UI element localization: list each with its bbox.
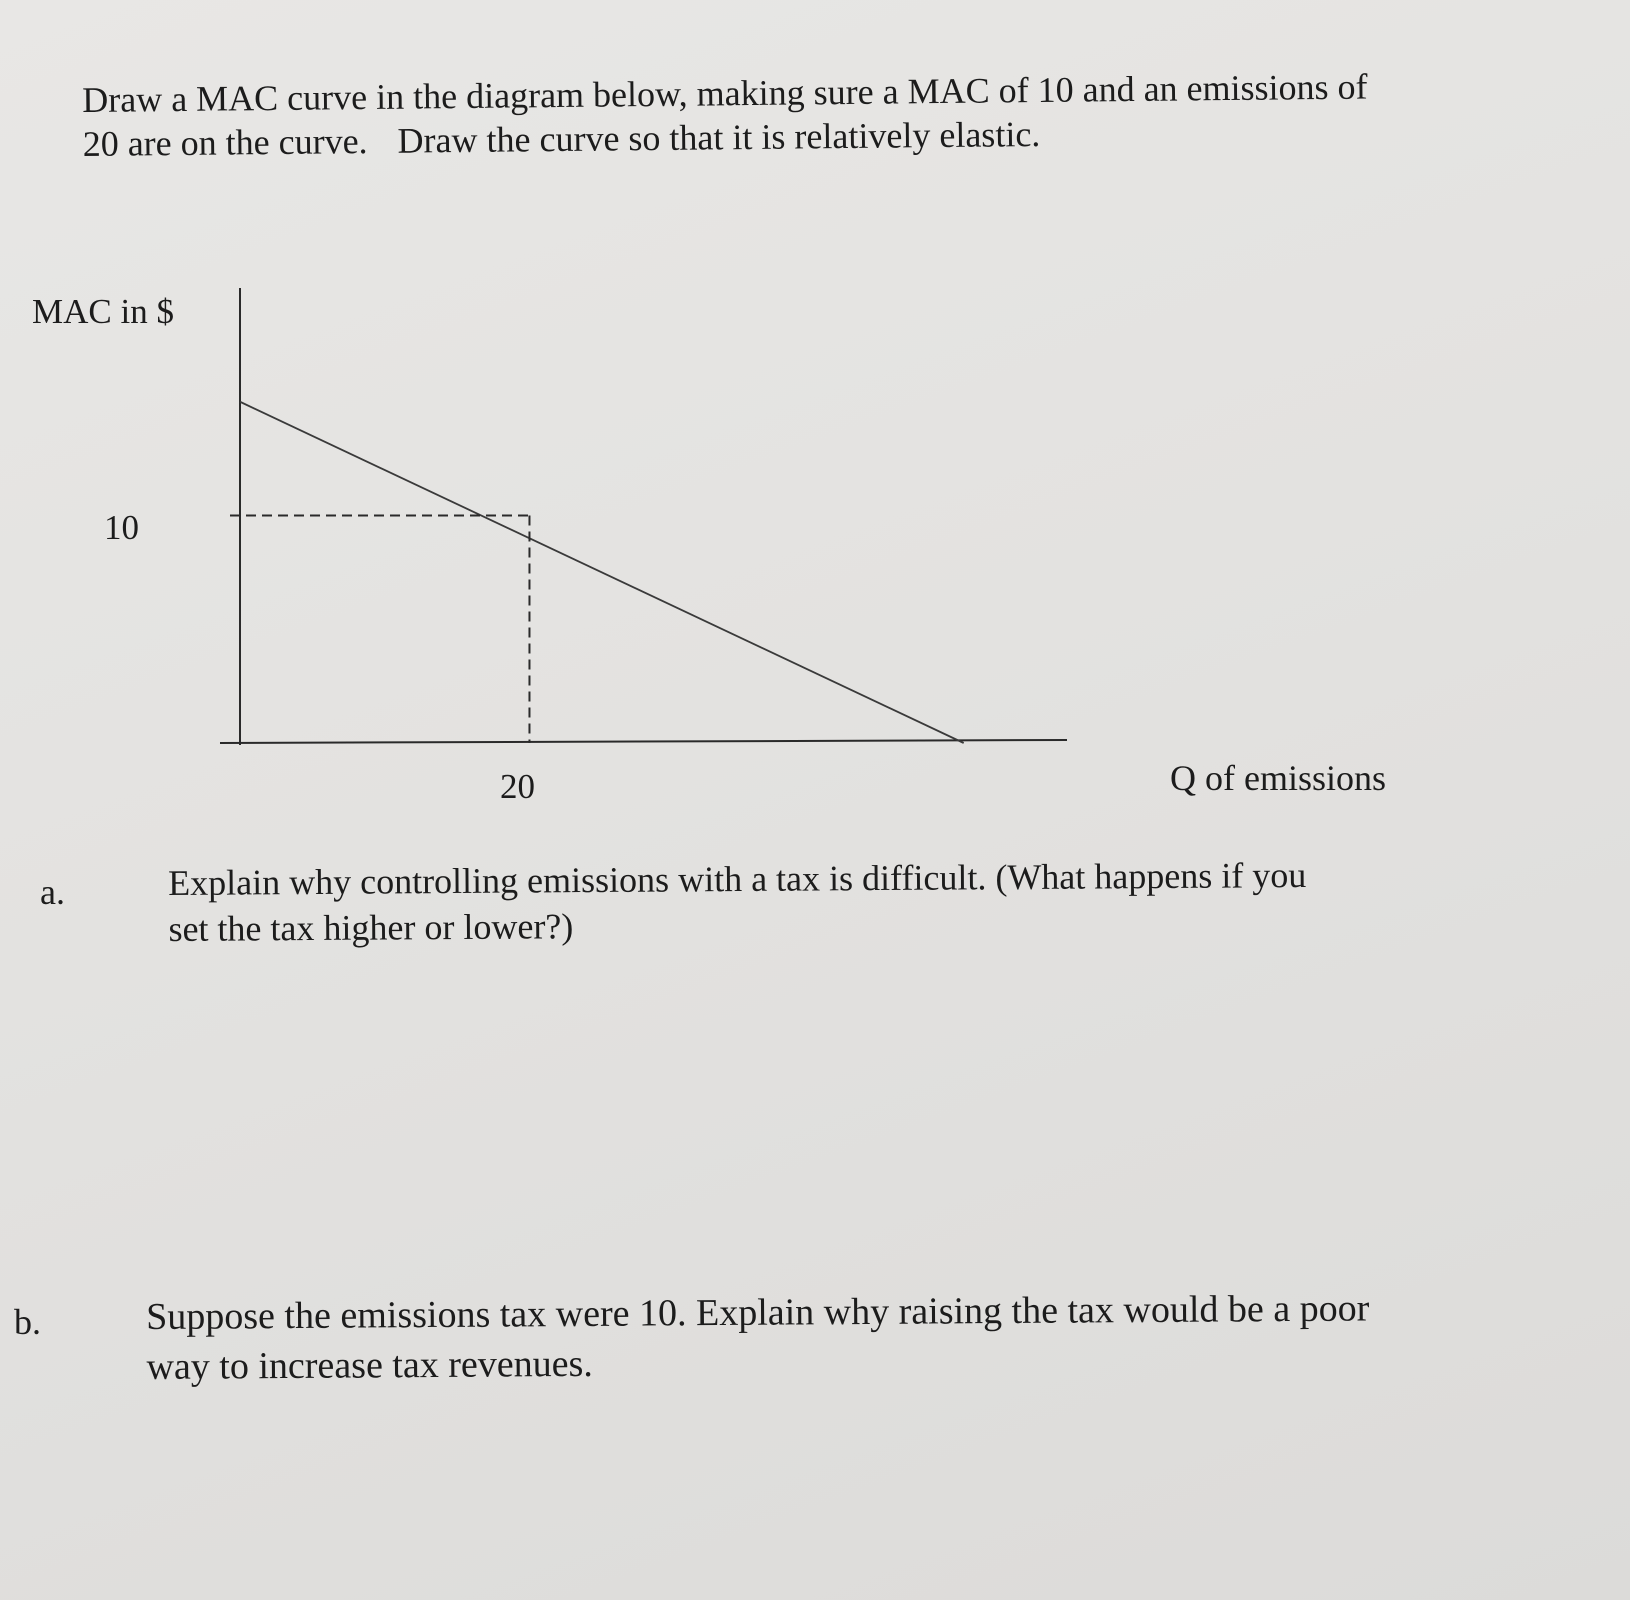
- question-b-line-1: Suppose the emissions tax were 10. Explain why raising the tax would be a poor: [146, 1287, 1370, 1338]
- question-a-line-1: Explain why controlling emissions with a tax is difficult. (What happens if you: [168, 855, 1307, 903]
- mac-diagram: [0, 270, 1630, 830]
- x-axis-label: Q of emissions: [1170, 758, 1386, 798]
- question-b-line-2: way to increase tax revenues.: [146, 1342, 593, 1388]
- x-tick-label-20: 20: [500, 767, 535, 806]
- x-axis: [220, 740, 1067, 743]
- question-b-text: [146, 1283, 1370, 1392]
- question-b-marker: b.: [14, 1302, 41, 1342]
- mac-curve-line: [240, 402, 964, 743]
- y-tick-label-10: 10: [104, 508, 139, 547]
- instructions-line-2a: 20 are on the curve.: [82, 121, 368, 164]
- question-a-marker: a.: [40, 872, 65, 912]
- question-a-line-2: set the tax higher or lower?): [168, 906, 574, 949]
- instructions-line-2b: Draw the curve so that it is relatively elastic.: [397, 113, 1041, 161]
- question-a-text: [168, 852, 1307, 952]
- instructions-text: [82, 65, 1368, 166]
- instructions-line-1: Draw a MAC curve in the diagram below, making sure a MAC of 10 and an emissions of: [82, 66, 1368, 120]
- y-axis-label: MAC in $: [32, 292, 174, 331]
